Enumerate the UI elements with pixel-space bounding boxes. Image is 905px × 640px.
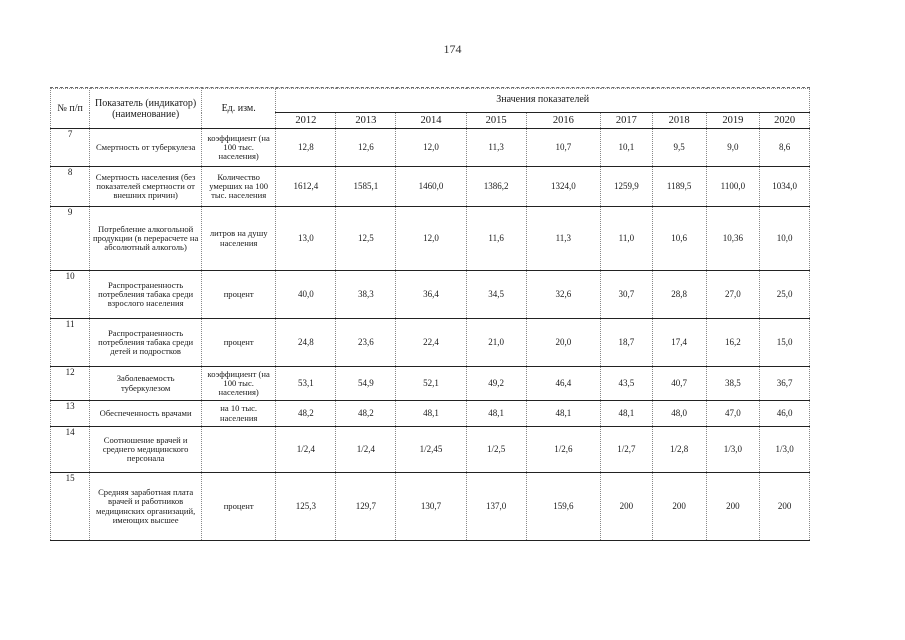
header-year: 2017	[601, 113, 653, 129]
row-value-cell: 1/2,45	[396, 427, 466, 473]
table-row	[51, 167, 810, 207]
header-year: 2012	[276, 113, 336, 129]
row-value-cell: 200	[706, 473, 760, 541]
row-unit-cell: литров на душу населения	[201, 207, 275, 271]
row-name-cell: Заболеваемость туберкулезом	[90, 367, 202, 401]
row-value-cell: 25,0	[760, 271, 810, 319]
table-row	[51, 473, 810, 541]
row-value-cell: 48,2	[276, 401, 336, 427]
row-unit-cell: Количество умерших на 100 тыс. населения	[201, 167, 275, 207]
row-value-cell: 11,6	[466, 207, 526, 271]
row-value-cell: 16,2	[706, 319, 760, 367]
row-name-cell: Потребление алкогольной продукции (в перерасчете на абсолютный алкоголь)	[90, 207, 202, 271]
row-value-cell: 52,1	[396, 367, 466, 401]
row-value-cell: 1460,0	[396, 167, 466, 207]
row-name-cell: Средняя заработная плата врачей и работников медицинских организаций, имеющих высшее	[90, 473, 202, 541]
row-value-cell: 1585,1	[336, 167, 396, 207]
table-row	[51, 319, 810, 367]
header-year: 2019	[706, 113, 760, 129]
row-unit-cell: коэффициент (на 100 тыс. населения)	[201, 129, 275, 167]
table-row	[51, 271, 810, 319]
row-value-cell: 129,7	[336, 473, 396, 541]
row-value-cell: 10,7	[526, 129, 600, 167]
row-value-cell: 48,1	[601, 401, 653, 427]
header-year: 2013	[336, 113, 396, 129]
row-value-cell: 43,5	[601, 367, 653, 401]
table-header	[51, 89, 810, 129]
row-unit-cell: процент	[201, 473, 275, 541]
row-value-cell: 9,0	[706, 129, 760, 167]
row-name-cell: Смертность населения (без показателей смертности от внешних причин)	[90, 167, 202, 207]
row-value-cell: 9,5	[652, 129, 706, 167]
row-name-cell: Соотношение врачей и среднего медицинского персонала	[90, 427, 202, 473]
row-unit-cell: на 10 тыс. населения	[201, 401, 275, 427]
row-num-cell: 7	[51, 129, 90, 167]
row-num-cell: 11	[51, 319, 90, 367]
row-value-cell: 1/2,4	[336, 427, 396, 473]
table-row	[51, 401, 810, 427]
row-value-cell: 12,0	[396, 129, 466, 167]
row-value-cell: 15,0	[760, 319, 810, 367]
indicators-table	[50, 88, 810, 541]
table-row	[51, 427, 810, 473]
row-value-cell: 28,8	[652, 271, 706, 319]
row-name-cell: Обеспеченность врачами	[90, 401, 202, 427]
row-unit-cell: процент	[201, 319, 275, 367]
row-unit-cell: процент	[201, 271, 275, 319]
row-value-cell: 10,0	[760, 207, 810, 271]
row-value-cell: 21,0	[466, 319, 526, 367]
row-value-cell: 137,0	[466, 473, 526, 541]
table-body	[51, 129, 810, 541]
row-value-cell: 11,0	[601, 207, 653, 271]
row-value-cell: 1034,0	[760, 167, 810, 207]
row-value-cell: 48,1	[526, 401, 600, 427]
row-value-cell: 18,7	[601, 319, 653, 367]
row-value-cell: 38,3	[336, 271, 396, 319]
row-value-cell: 1/3,0	[706, 427, 760, 473]
row-value-cell: 10,1	[601, 129, 653, 167]
row-value-cell: 130,7	[396, 473, 466, 541]
row-value-cell: 1386,2	[466, 167, 526, 207]
row-value-cell: 24,8	[276, 319, 336, 367]
header-year: 2016	[526, 113, 600, 129]
row-value-cell: 40,0	[276, 271, 336, 319]
row-value-cell: 48,1	[396, 401, 466, 427]
row-name-cell: Распространенность потребления табака среди взрослого населения	[90, 271, 202, 319]
header-num: № п/п	[51, 89, 90, 129]
row-num-cell: 14	[51, 427, 90, 473]
row-value-cell: 10,36	[706, 207, 760, 271]
row-value-cell: 30,7	[601, 271, 653, 319]
table-row	[51, 207, 810, 271]
row-value-cell: 48,2	[336, 401, 396, 427]
row-value-cell: 27,0	[706, 271, 760, 319]
row-name-cell: Распространенность потребления табака среди детей и подростков	[90, 319, 202, 367]
row-value-cell: 125,3	[276, 473, 336, 541]
row-value-cell: 32,6	[526, 271, 600, 319]
row-num-cell: 10	[51, 271, 90, 319]
header-year: 2015	[466, 113, 526, 129]
row-value-cell: 1189,5	[652, 167, 706, 207]
row-value-cell: 20,0	[526, 319, 600, 367]
row-num-cell: 15	[51, 473, 90, 541]
header-year: 2018	[652, 113, 706, 129]
row-value-cell: 1612,4	[276, 167, 336, 207]
row-value-cell: 1100,0	[706, 167, 760, 207]
row-value-cell: 34,5	[466, 271, 526, 319]
row-value-cell: 46,4	[526, 367, 600, 401]
row-value-cell: 1/2,5	[466, 427, 526, 473]
header-indicator: Показатель (индикатор) (наименование)	[90, 89, 202, 129]
page-number: 174	[443, 42, 462, 56]
row-value-cell: 8,6	[760, 129, 810, 167]
row-num-cell: 13	[51, 401, 90, 427]
row-value-cell: 1/2,6	[526, 427, 600, 473]
row-value-cell: 49,2	[466, 367, 526, 401]
row-value-cell: 48,1	[466, 401, 526, 427]
row-unit-cell: коэффициент (на 100 тыс. населения)	[201, 367, 275, 401]
row-value-cell: 12,5	[336, 207, 396, 271]
row-value-cell: 10,6	[652, 207, 706, 271]
header-unit: Ед. изм.	[201, 89, 275, 129]
row-value-cell: 12,8	[276, 129, 336, 167]
row-value-cell: 46,0	[760, 401, 810, 427]
row-value-cell: 40,7	[652, 367, 706, 401]
row-value-cell: 1/3,0	[760, 427, 810, 473]
row-value-cell: 12,0	[396, 207, 466, 271]
row-value-cell: 54,9	[336, 367, 396, 401]
row-value-cell: 36,4	[396, 271, 466, 319]
row-value-cell: 17,4	[652, 319, 706, 367]
row-value-cell: 23,6	[336, 319, 396, 367]
row-unit-cell	[201, 427, 275, 473]
row-value-cell: 1/2,4	[276, 427, 336, 473]
table-row	[51, 367, 810, 401]
row-value-cell: 11,3	[466, 129, 526, 167]
row-value-cell: 1/2,7	[601, 427, 653, 473]
row-value-cell: 11,3	[526, 207, 600, 271]
row-value-cell: 200	[760, 473, 810, 541]
row-value-cell: 200	[601, 473, 653, 541]
row-num-cell: 12	[51, 367, 90, 401]
row-num-cell: 9	[51, 207, 90, 271]
row-value-cell: 53,1	[276, 367, 336, 401]
row-value-cell: 1/2,8	[652, 427, 706, 473]
row-value-cell: 13,0	[276, 207, 336, 271]
row-value-cell: 36,7	[760, 367, 810, 401]
row-name-cell: Смертность от туберкулеза	[90, 129, 202, 167]
row-value-cell: 48,0	[652, 401, 706, 427]
row-value-cell: 200	[652, 473, 706, 541]
header-year: 2014	[396, 113, 466, 129]
row-value-cell: 47,0	[706, 401, 760, 427]
row-num-cell: 8	[51, 167, 90, 207]
row-value-cell: 38,5	[706, 367, 760, 401]
row-value-cell: 22,4	[396, 319, 466, 367]
row-value-cell: 1259,9	[601, 167, 653, 207]
table-row	[51, 129, 810, 167]
header-year: 2020	[760, 113, 810, 129]
row-value-cell: 1324,0	[526, 167, 600, 207]
row-value-cell: 159,6	[526, 473, 600, 541]
header-values-group: Значения показателей	[276, 89, 810, 113]
row-value-cell: 12,6	[336, 129, 396, 167]
